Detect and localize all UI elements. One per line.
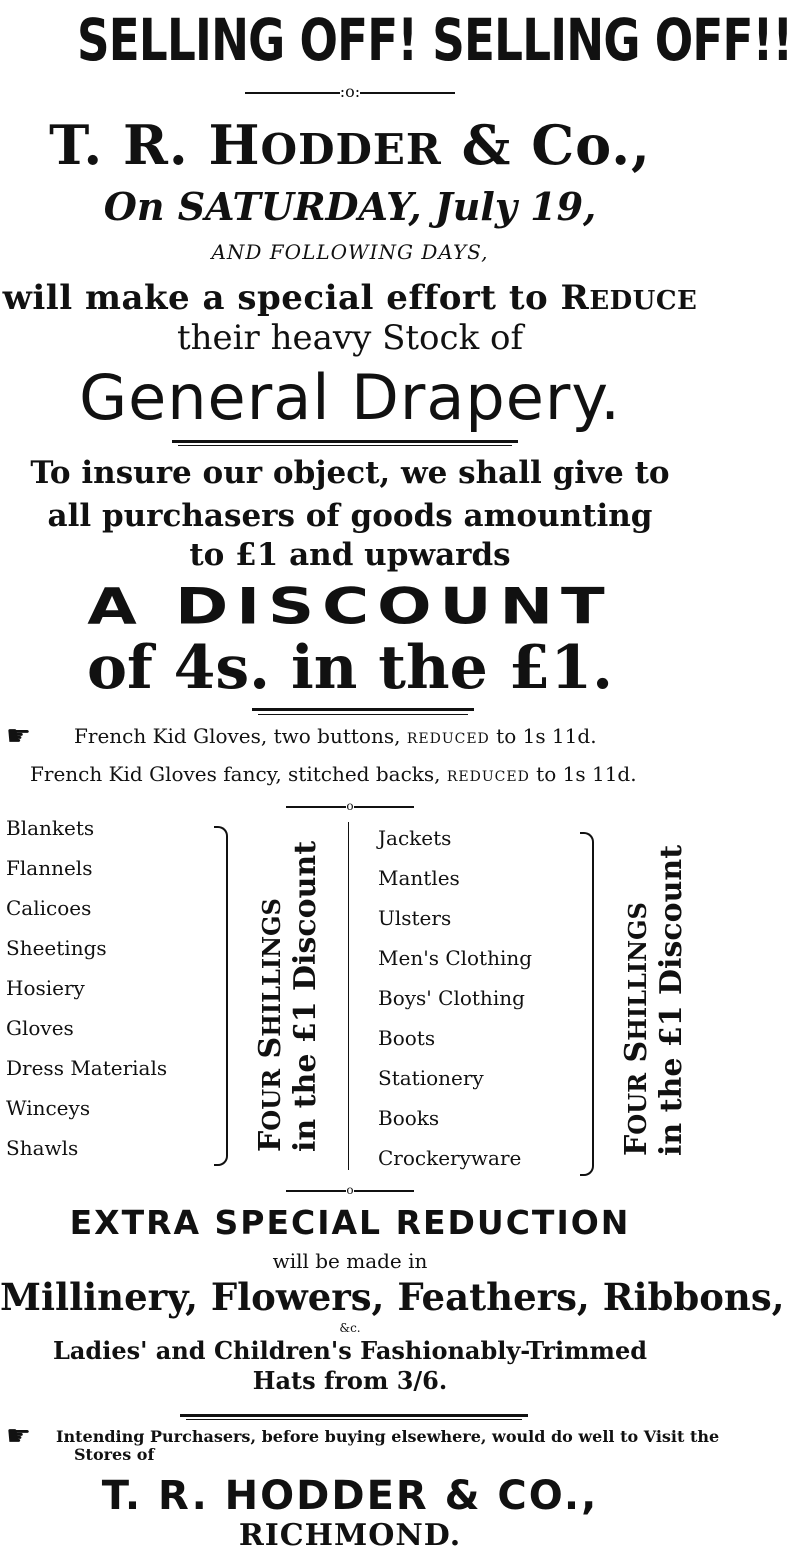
- pointing-hand-icon: ☛: [6, 719, 32, 752]
- separator3-rule-right: [354, 1190, 414, 1192]
- gloves-2-reduced: REDUCED: [446, 769, 530, 785]
- double-rule-2-thin: [258, 714, 468, 715]
- intending-line-2: Stores of: [74, 1445, 155, 1464]
- double-rule-1-thin: [178, 445, 512, 446]
- department-title: General Drapery.: [79, 361, 621, 434]
- left-item: Blankets: [6, 816, 95, 840]
- left-item: Winceys: [6, 1096, 91, 1120]
- extra-title: EXTRA SPECIAL REDUCTION: [69, 1203, 631, 1242]
- gloves-line-2: [30, 760, 637, 791]
- gloves-line-1: [74, 722, 597, 753]
- right-item: Crockeryware: [378, 1146, 522, 1170]
- separator-mark: :o:: [339, 82, 361, 101]
- vlabel-left-F: F: [253, 1130, 288, 1152]
- date-line: On SATURDAY, July 19,: [103, 184, 597, 229]
- insure-line-3: to £1 and upwards: [189, 537, 511, 573]
- left-brace: [214, 826, 228, 1166]
- right-item: Jackets: [378, 826, 452, 850]
- hats-line: Hats from 3/6.: [252, 1366, 448, 1395]
- closing-town: RICHMOND.: [238, 1518, 462, 1553]
- left-vertical-label: [254, 841, 323, 1152]
- store-name-title: [0, 100, 700, 195]
- right-item: Boots: [378, 1026, 436, 1050]
- left-item: Flannels: [6, 856, 93, 880]
- gloves-1-text: French Kid Gloves, two buttons,: [74, 724, 407, 748]
- vlabel-left-S: S: [253, 1036, 288, 1069]
- store-name-part: T. R. H: [49, 113, 261, 177]
- following-days: AND FOLLOWING DAYS,: [211, 240, 489, 264]
- ladies-line: Ladies' and Children's Fashionably-Trimmed: [53, 1336, 647, 1365]
- intending-purchasers: [56, 1428, 719, 1464]
- millinery-line: Millinery, Flowers, Feathers, Ribbons,: [0, 1275, 785, 1319]
- closing-store-name: T. R. HODDER & CO.,: [101, 1473, 599, 1519]
- effort-text: will make a special effort to: [2, 278, 561, 318]
- vlabel-left-hillings: HILLINGS: [257, 898, 286, 1037]
- separator-rule-right: [360, 92, 455, 94]
- gloves-2-price: to 1s 11d.: [529, 762, 637, 786]
- double-rule-3: [180, 1414, 528, 1417]
- gloves-1-price: to 1s 11d.: [489, 724, 597, 748]
- ornament-separator: [0, 82, 700, 102]
- left-item: Calicoes: [6, 896, 92, 920]
- reduce-smallcaps: EDUCE: [589, 286, 698, 316]
- insure-line-1: To insure our object, we shall give to: [30, 455, 670, 491]
- vlabel-left-line2: in the £1 Discount: [288, 840, 323, 1152]
- right-item: Ulsters: [378, 906, 452, 930]
- discount-amount: of 4s. in the £1.: [86, 633, 614, 703]
- ornament-separator-3: o: [0, 1180, 700, 1200]
- gloves-2-text: French Kid Gloves fancy, stitched backs,: [30, 762, 447, 786]
- effort-line-2: their heavy Stock of: [176, 318, 524, 358]
- etc-mark: &c.: [339, 1321, 361, 1335]
- left-item: Sheetings: [6, 936, 107, 960]
- vlabel-right-hillings: HILLINGS: [623, 902, 652, 1041]
- headline: SELLING OFF! SELLING OFF!!: [77, 6, 792, 74]
- store-name-smallcaps: ODDER: [260, 125, 442, 174]
- double-rule-3-thin: [186, 1419, 522, 1420]
- left-item: Gloves: [6, 1016, 74, 1040]
- intending-line-1: Intending Purchasers, before buying elsewhere, would do well to Visit the: [56, 1427, 720, 1446]
- left-item: Hosiery: [6, 976, 85, 1000]
- store-name-suffix: & Co.,: [441, 113, 651, 177]
- separator2-rule-right: [354, 806, 414, 808]
- double-rule-2: [252, 708, 474, 711]
- left-items-list: [6, 808, 167, 1168]
- insure-line-2: all purchasers of goods amounting: [47, 498, 653, 534]
- separator2-rule-left: [286, 806, 346, 808]
- ornament-separator-2: o: [0, 796, 700, 816]
- vlabel-left-our: OUR: [257, 1068, 286, 1131]
- left-item: Shawls: [6, 1136, 79, 1160]
- double-rule-1: [172, 440, 518, 443]
- right-item: Stationery: [378, 1066, 484, 1090]
- vlabel-right-S: S: [619, 1040, 654, 1073]
- right-items-list: [378, 818, 532, 1178]
- vlabel-right-our: OUR: [623, 1072, 652, 1135]
- right-item: Books: [378, 1106, 440, 1130]
- right-item: Mantles: [378, 866, 460, 890]
- right-item: Men's Clothing: [378, 946, 533, 970]
- reduce-initial: R: [560, 278, 590, 318]
- vlabel-right-line2: in the £1 Discount: [654, 844, 689, 1156]
- will-be-made: will be made in: [272, 1249, 428, 1273]
- separator-rule-left: [245, 92, 340, 94]
- separator3-rule-left: [286, 1190, 346, 1192]
- right-vertical-label: [620, 845, 689, 1156]
- gloves-1-reduced: REDUCED: [406, 731, 490, 747]
- vlabel-right-F: F: [619, 1134, 654, 1156]
- discount-title: A DISCOUNT: [87, 578, 613, 636]
- right-item: Boys' Clothing: [378, 986, 525, 1010]
- left-item: Dress Materials: [6, 1056, 168, 1080]
- right-brace: [580, 832, 594, 1176]
- column-divider: [348, 822, 349, 1170]
- pointing-hand-icon-2: ☛: [6, 1419, 32, 1452]
